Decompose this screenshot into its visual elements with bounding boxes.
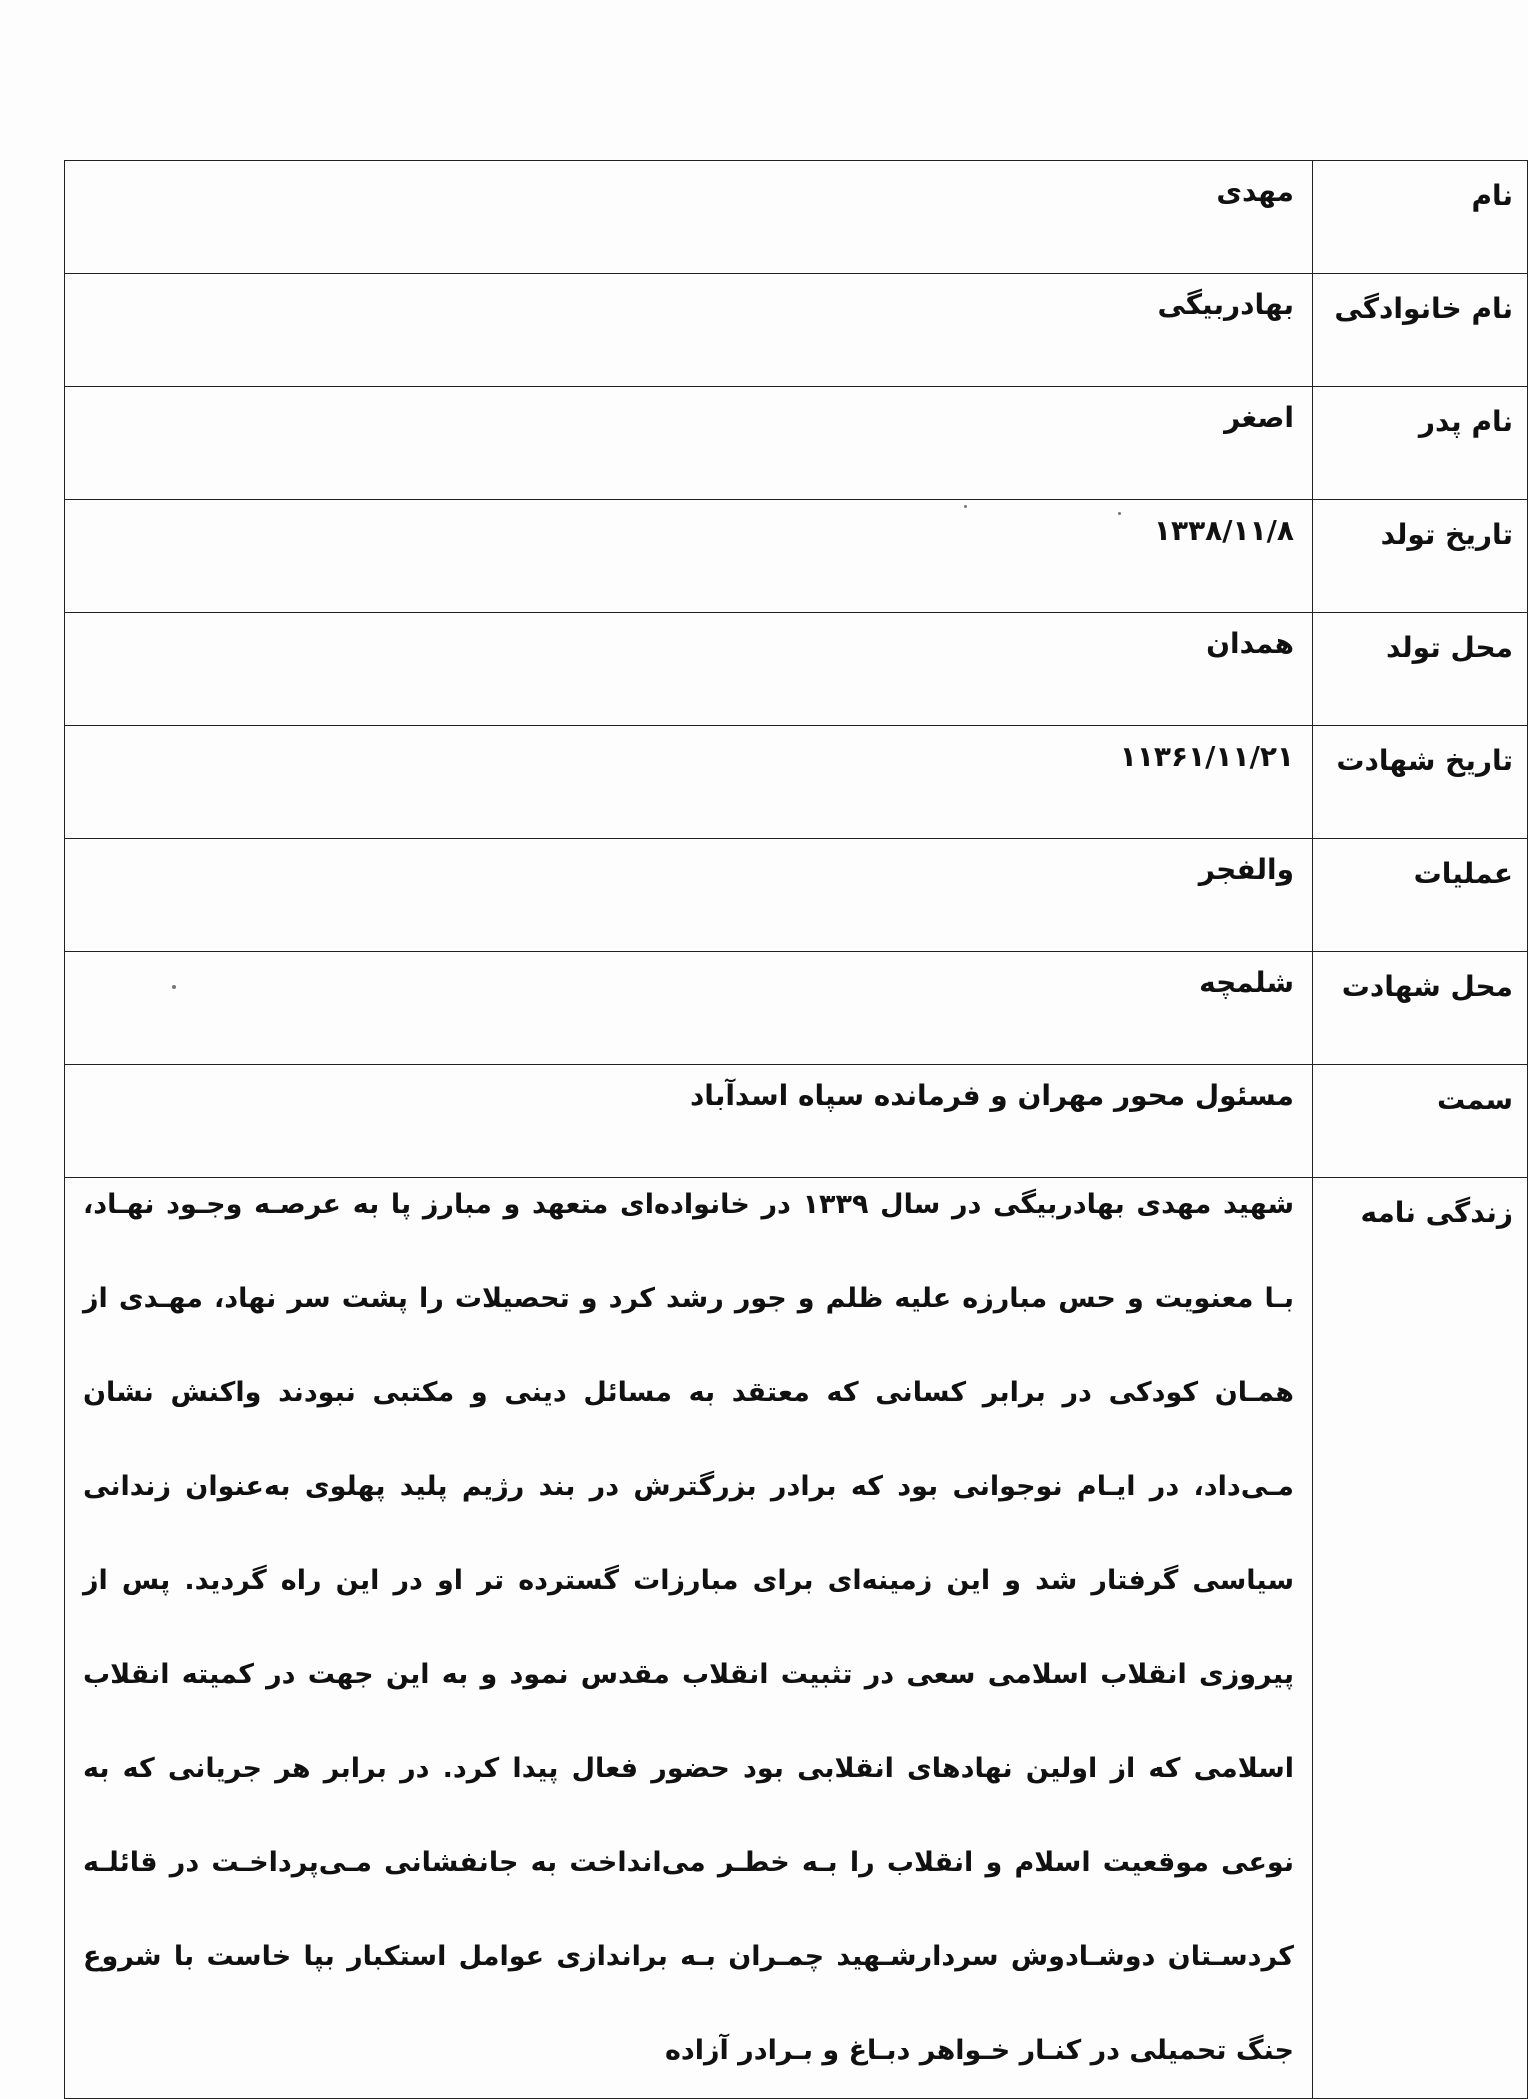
label-martyrdom-place: محل شهادت [1313,952,1528,1065]
row-operation [65,839,1528,952]
label-biography: زندگی نامه [1313,1178,1528,2099]
biography-cell [65,1178,1313,2099]
label-operation: عملیات [1313,839,1528,952]
martyr-info-table [64,160,1528,2099]
label-last-name: نام خانوادگی [1313,274,1528,387]
value-last-name: بهادربیگی [65,274,1313,387]
scan-speck [964,505,967,508]
label-father-name: نام پدر [1313,387,1528,500]
value-martyrdom-date: ۱۱۳۶۱/۱۱/۲۱ [65,726,1313,839]
value-father-name: اصغر [65,387,1313,500]
row-martyrdom-date [65,726,1528,839]
row-birth-date [65,500,1528,613]
row-first-name [65,161,1528,274]
value-martyrdom-place: شلمچه [65,952,1313,1065]
value-operation: والفجر [65,839,1313,952]
value-first-name: مهدی [65,161,1313,274]
label-position: سمت [1313,1065,1528,1178]
value-position: مسئول محور مهران و فرمانده سپاه اسدآباد [65,1065,1313,1178]
scan-speck [1118,512,1121,515]
row-martyrdom-place [65,952,1528,1065]
label-martyrdom-date: تاریخ شهادت [1313,726,1528,839]
row-last-name [65,274,1528,387]
value-birth-date: ۱۳۳۸/۱۱/۸ [65,500,1313,613]
label-birth-place: محل تولد [1313,613,1528,726]
row-birth-place [65,613,1528,726]
biography-text: شهید مهدی بهادربیگی در سال ۱۳۳۹ در خانواده‌ای متعهد و مبارز پا به عرصـه وجـود نهـاد، بـا معنویت و حس مبارزه علیه ظلم و جور رشد کرد و تحصیلات را پشت سر نهاد، مهـدی از همـان کودکی در برابر کسانی که معتقد به مسائل دینی و مکتبی نبودند واکنش نشان مـی‌داد، در ایـام نوجوانی بود که برادر بزرگترش در بند رژیم پلید پهلوی به‌عنوان زندانی سیاسی گرفتار شد و این زمینه‌ای برای مبارزات گسترده تر او در این راه گردید. پس از پیروزی انقلاب اسلامی سعی در تثبیت انقلاب مقدس نمود و به این جهت در کمیته انقلاب اسلامی که از اولین نهادهای انقلابی بود حضور فعال پیدا کرد. در برابر هر جریانی که به نوعی موقعیت اسلام و انقلاب را بـه خطـر می‌انداخت به جانفشانی مـی‌پرداخـت در قائلـه کردسـتان دوشـادوش سردارشـهید چمـران بـه براندازی عوامل استکبار بپا خاست با شروع جنگ تحمیلی در کنـار خـواهر دبـاغ و بـرادر آزاده [83,1189,1294,2066]
label-first-name: نام [1313,161,1528,274]
row-biography [65,1178,1528,2099]
value-birth-place: همدان [65,613,1313,726]
scan-speck [172,985,176,989]
row-father-name [65,387,1528,500]
label-birth-date: تاریخ تولد [1313,500,1528,613]
